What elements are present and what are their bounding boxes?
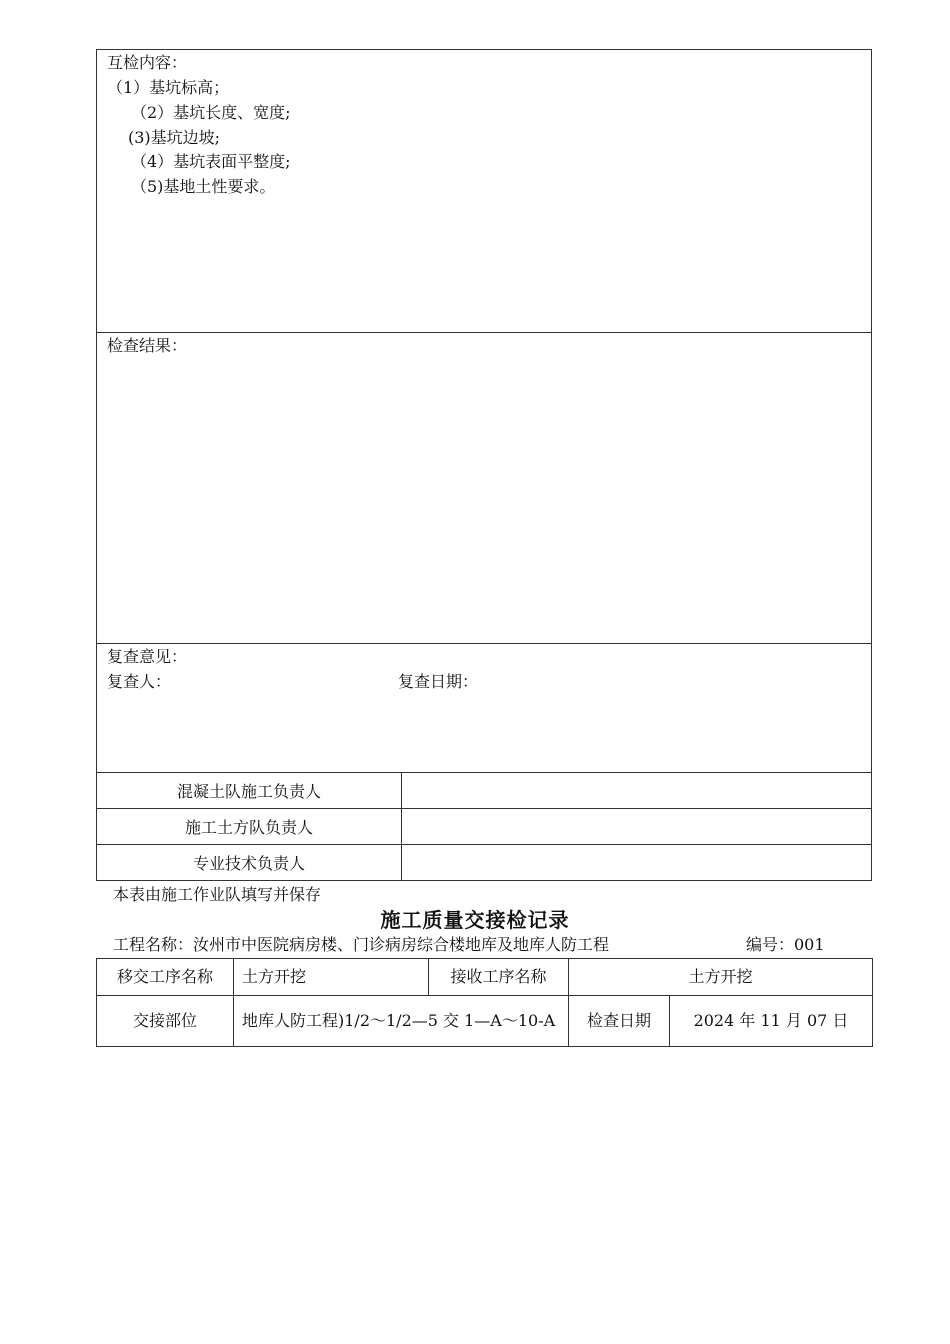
inspection-item-3: (3)基坑边坡;: [128, 128, 221, 147]
handover-table: [96, 958, 873, 1047]
review-opinion-box[interactable]: [96, 643, 872, 773]
signature-field-technical-lead[interactable]: [402, 845, 872, 881]
receive-process-value[interactable]: 土方开挖: [569, 959, 873, 996]
inspection-date-value[interactable]: 2024 年 11 月 07 日: [670, 996, 873, 1047]
inspection-heading: 互检内容：: [107, 53, 188, 72]
inspection-item-5: （5)基地土性要求。: [131, 177, 276, 196]
inspection-item-2: （2）基坑长度、宽度;: [131, 103, 291, 122]
signature-field-concrete-lead[interactable]: [402, 773, 872, 809]
inspection-date-label: 检查日期: [569, 996, 670, 1047]
transfer-process-value[interactable]: 土方开挖: [234, 959, 429, 996]
inspection-item-4: （4）基坑表面平整度;: [131, 152, 291, 171]
signature-row: [97, 845, 872, 881]
signature-table: [96, 772, 872, 881]
reviewer-label: 复查人：: [107, 672, 172, 691]
signature-row: [97, 773, 872, 809]
signature-label-technical-lead: 专业技术负责人: [97, 845, 402, 881]
handover-row-location: [97, 996, 873, 1047]
signature-label-concrete-lead: 混凝土队施工负责人: [97, 773, 402, 809]
signature-field-earthwork-lead[interactable]: [402, 809, 872, 845]
footer-note: 本表由施工作业队填写并保存: [113, 885, 322, 904]
form-title: 施工质量交接检记录: [380, 908, 570, 932]
handover-row-process: [97, 959, 873, 996]
handover-location-label: 交接部位: [97, 996, 234, 1047]
signature-label-earthwork-lead: 施工土方队负责人: [97, 809, 402, 845]
project-name: 工程名称：汝州市中医院病房楼、门诊病房综合楼地库及地库人防工程: [113, 935, 610, 954]
inspection-content-box: [96, 49, 872, 333]
result-heading: 检查结果：: [107, 336, 188, 355]
transfer-process-label: 移交工序名称: [97, 959, 234, 996]
signature-row: [97, 809, 872, 845]
review-heading: 复查意见：: [107, 647, 188, 666]
inspection-result-box[interactable]: [96, 332, 872, 644]
review-date-label: 复查日期：: [398, 672, 479, 691]
project-line: [113, 934, 825, 956]
form-code: 编号：001: [746, 935, 825, 954]
receive-process-label: 接收工序名称: [429, 959, 569, 996]
inspection-item-1: （1）基坑标高；: [107, 78, 230, 97]
handover-location-value[interactable]: 地库人防工程)1/2～1/2—5 交 1—A～10-A: [234, 996, 569, 1047]
